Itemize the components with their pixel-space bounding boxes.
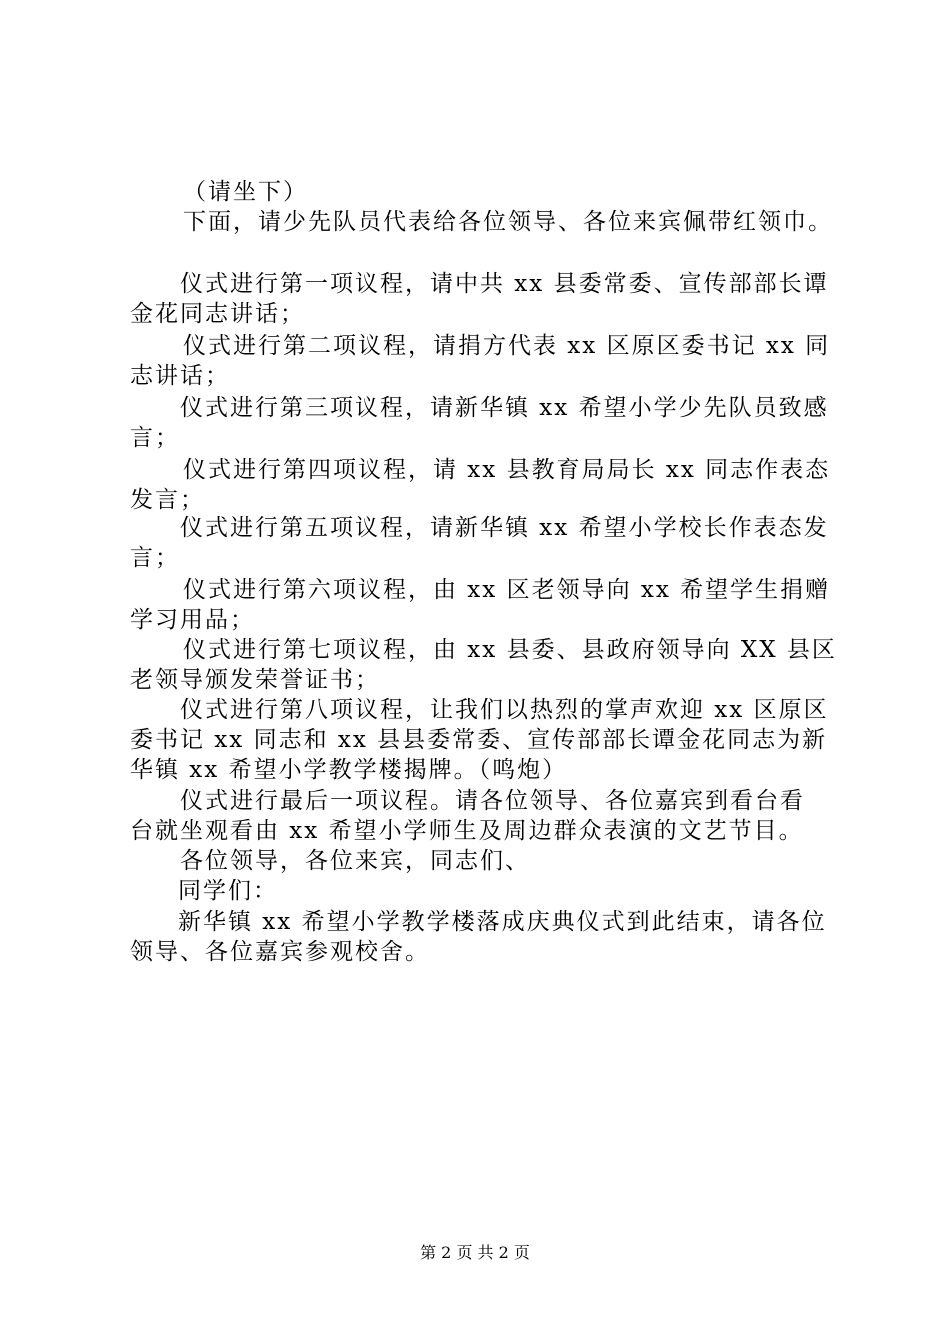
- text-line: 仪式进行第二项议程，请捐方代表 xx 区原区委书记 xx 同: [183, 333, 831, 359]
- text-line: 金花同志讲话；: [130, 301, 305, 327]
- text-line: 言；: [130, 545, 180, 571]
- text-line: 言；: [130, 425, 180, 451]
- text-line: 仪式进行第一项议程，请中共 xx 县委常委、宣传部部长谭: [180, 271, 829, 297]
- text-line: 仪式进行第八项议程，让我们以热烈的掌声欢迎 xx 区原区: [180, 697, 829, 723]
- text-line: 老领导颁发荣誉证书；: [130, 667, 380, 693]
- page-number-footer: 第 2 页 共 2 页: [420, 1243, 530, 1262]
- text-line: 领导、各位嘉宾参观校舍。: [130, 939, 430, 965]
- text-line: 发言；: [130, 487, 205, 513]
- text-line: 各位领导，各位来宾，同志们、: [180, 848, 530, 874]
- text-line: 仪式进行第六项议程，由 xx 区老领导向 xx 希望学生捐赠: [183, 577, 831, 603]
- text-line: 新华镇 xx 希望小学教学楼落成庆典仪式到此结束，请各位: [178, 909, 827, 935]
- text-line: （请坐下）: [183, 179, 308, 205]
- text-line: 委书记 xx 同志和 xx 县县委常委、宣传部部长谭金花同志为新: [130, 727, 828, 753]
- text-line: 仪式进行第三项议程，请新华镇 xx 希望小学少先队员致感: [180, 395, 829, 421]
- text-line: 学习用品；: [130, 607, 255, 633]
- text-line: 华镇 xx 希望小学教学楼揭牌。（鸣炮）: [130, 757, 568, 783]
- text-line: 台就坐观看由 xx 希望小学师生及周边群众表演的文艺节目。: [130, 818, 804, 844]
- text-line: 仪式进行最后一项议程。请各位领导、各位嘉宾到看台看: [180, 788, 805, 814]
- text-line: 下面，请少先队员代表给各位领导、各位来宾佩带红领巾。: [183, 209, 833, 235]
- text-line: 仪式进行第七项议程，由 xx 县委、县政府领导向 XX 县区: [183, 637, 837, 663]
- text-line: 同学们：: [178, 878, 278, 904]
- text-line: 仪式进行第四项议程，请 xx 县教育局局长 xx 同志作表态: [183, 457, 831, 483]
- text-line: 志讲话；: [130, 363, 230, 389]
- text-line: 仪式进行第五项议程，请新华镇 xx 希望小学校长作表态发: [180, 515, 829, 541]
